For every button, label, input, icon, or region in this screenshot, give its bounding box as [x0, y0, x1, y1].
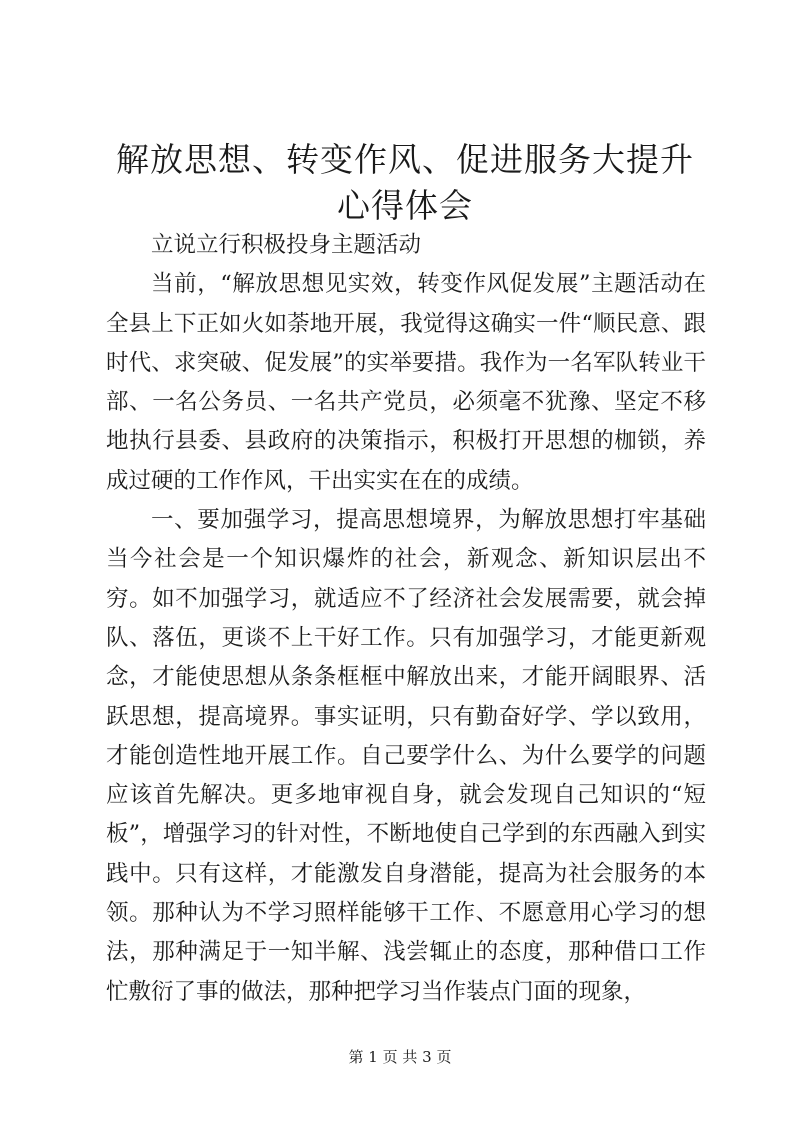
subtitle-paragraph: 立说立行积极投身主题活动: [151, 232, 422, 258]
body-paragraph-2: 一、要加强学习，提高思想境界，为解放思想打牢基础当今社会是一个知识爆炸的社会，新观念、新知识层出不穷。如不加强学习，就适应不了经济社会发展需要，就会掉队、落伍，更谈不上干好工作。只有加强学习，才能更新观念，才能使思想从条条框框中解放出来，才能开阔眼界、活跃思想，提高境界。事实证明，只有勤奋好学、学以致用，才能创造性地开展工作。自己要学什么、为什么要学的问题应该首先解决。更多地审视自身，就会发现自己知识的“短板”，增强学习的针对性，不断地使自己学到的东西融入到实践中。只有这样，才能激发自身潜能，提高为社会服务的本领。那种认为不学习照样能够干工作、不愿意用心学习的想法，那种满足于一知半解、浅尝辄止的态度，那种借口工作忙敷衍了事的做法，那种把学习当作装点门面的现象，: [106, 507, 706, 1005]
page-footer: 第 1 页 共 3 页: [348, 1048, 452, 1066]
document-body: [106, 226, 706, 1012]
body-paragraph-1: 当前，“解放思想见实效，转变作风促发展”主题活动在全县上下正如火如荼地开展，我觉得这确实一件“顺民意、跟时代、求突破、促发展”的实举要措。我作为一名军队转业干部、一名公务员、一名共产党员，必须毫不犹豫、坚定不移地执行县委、县政府的决策指示，积极打开思想的枷锁，养成过硬的工作作风，干出实实在在的成绩。: [106, 271, 706, 494]
document-title: 解放思想、转变作风、促进服务大提升心得体会: [116, 140, 694, 225]
